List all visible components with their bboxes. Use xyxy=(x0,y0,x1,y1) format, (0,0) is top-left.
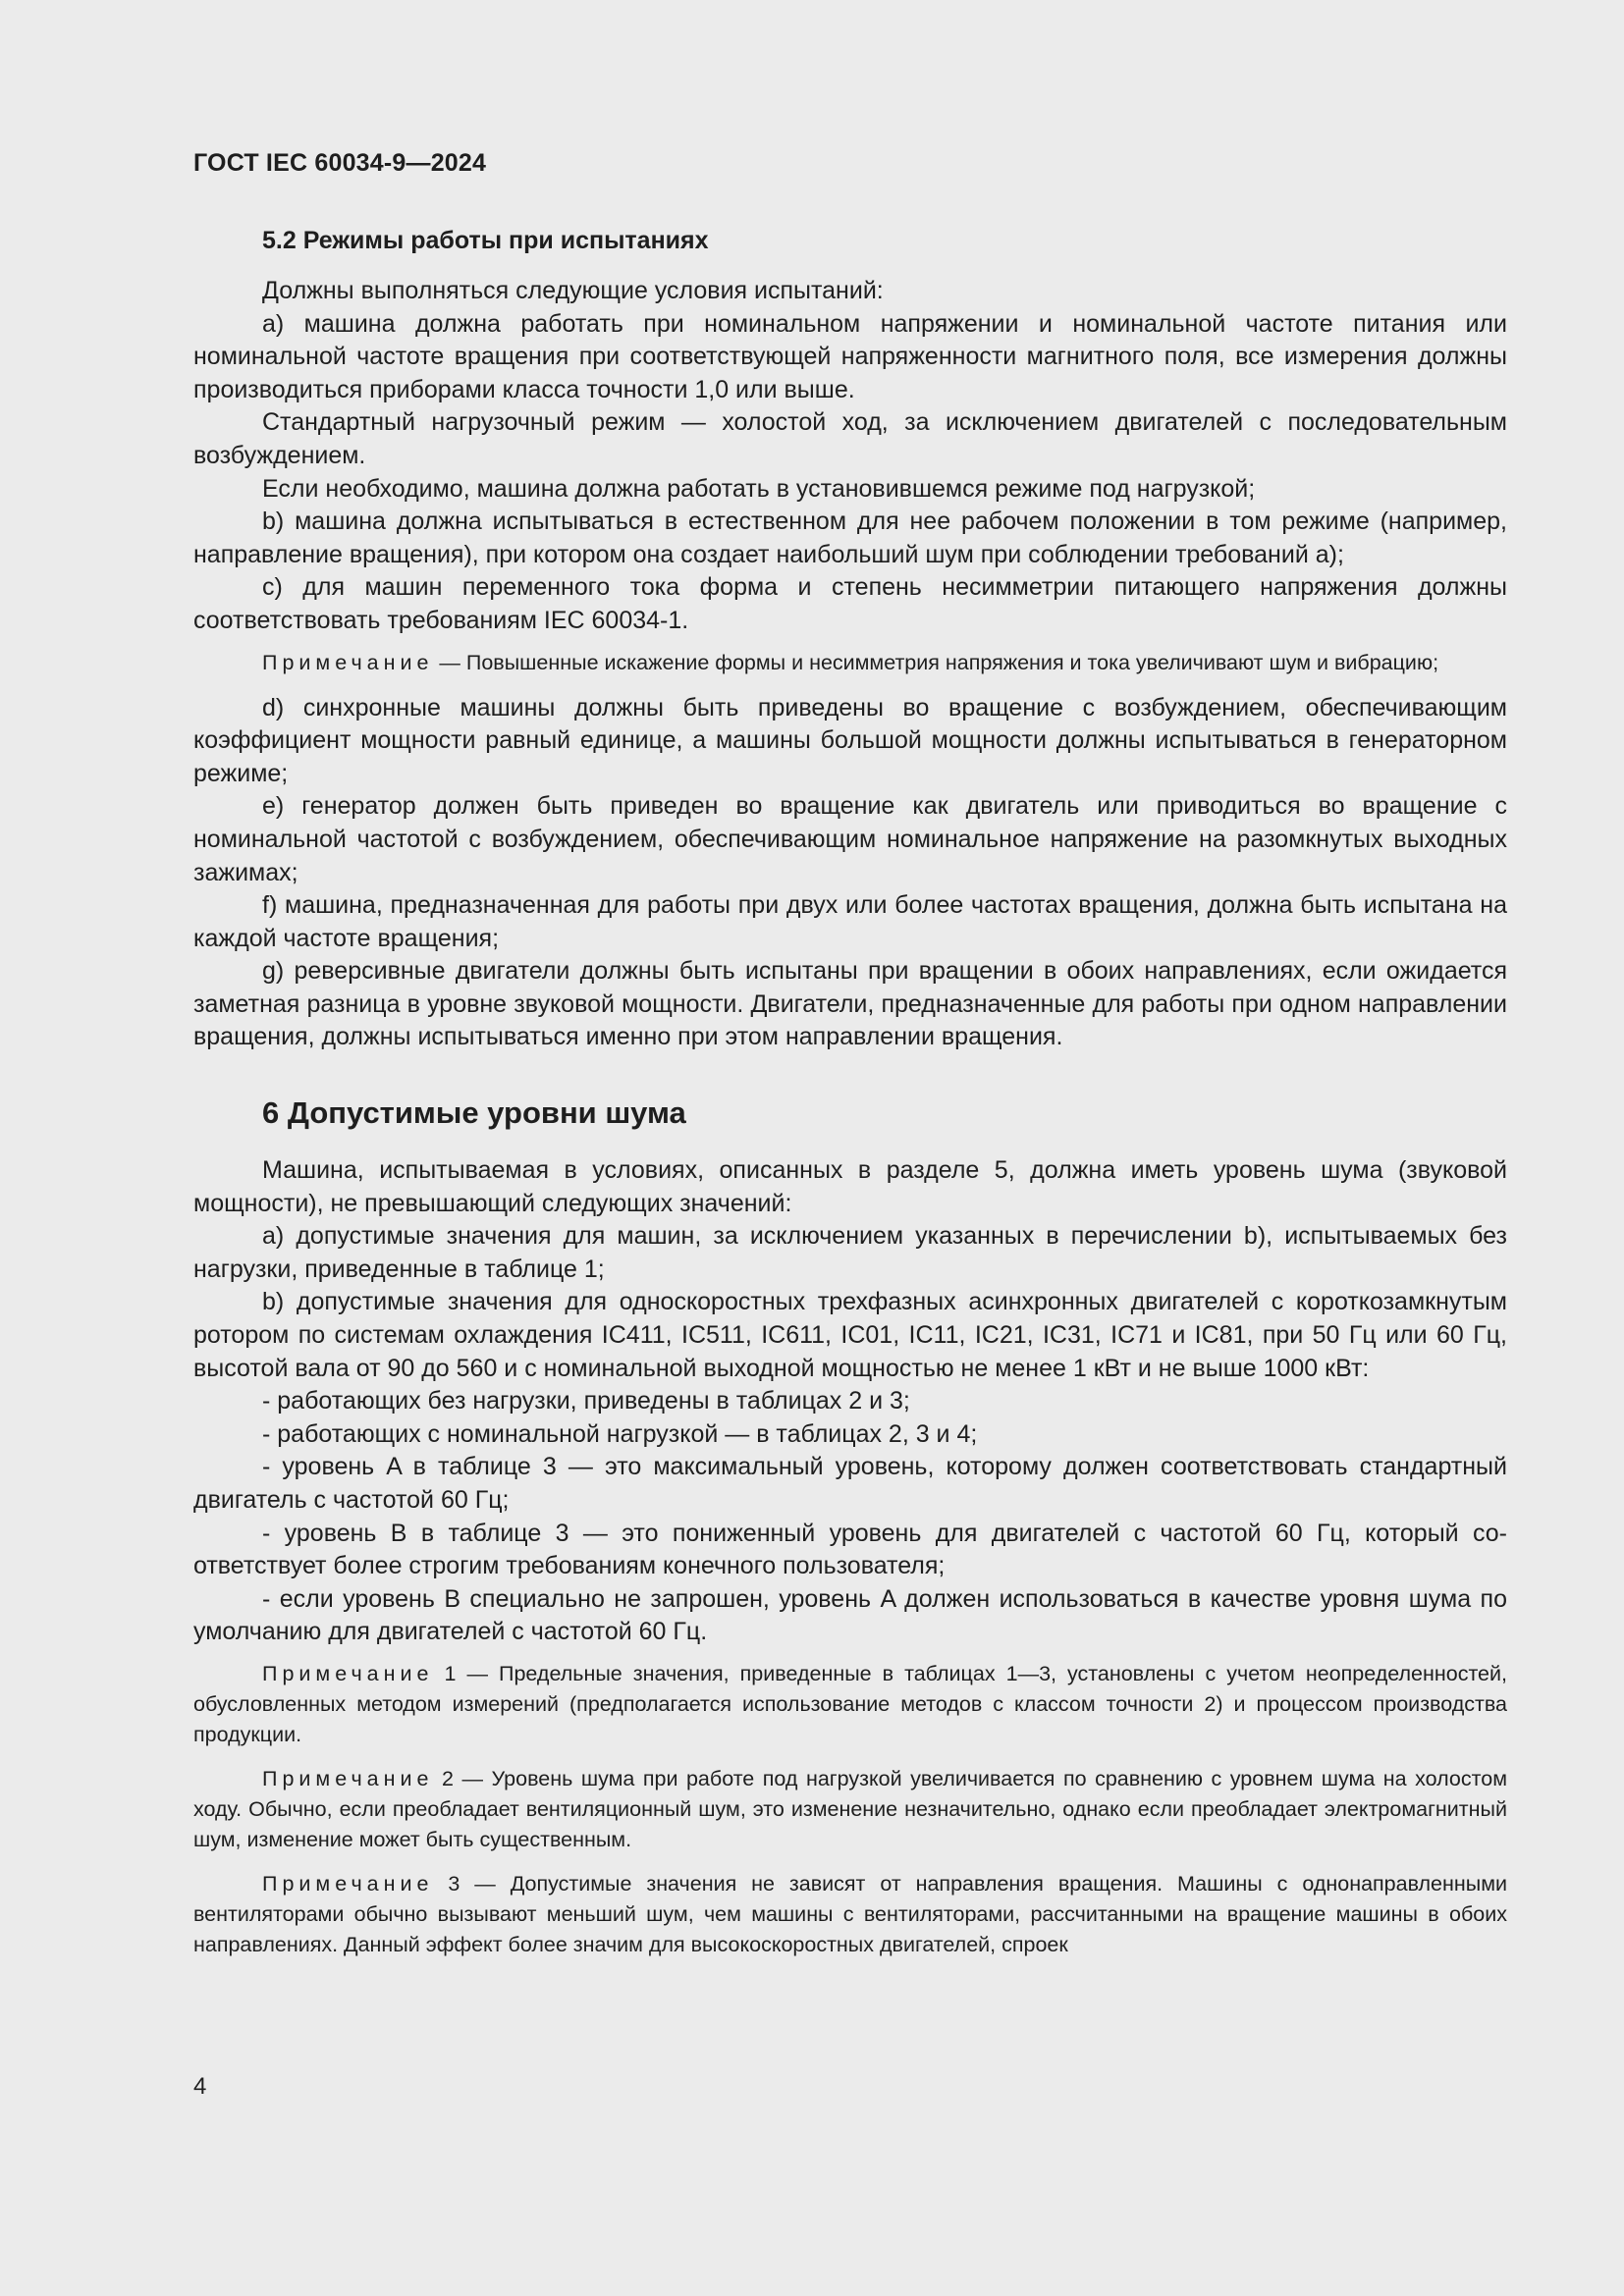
note-label: Примечание xyxy=(262,650,434,674)
list-item-a: a) машина должна работать при номинальном напряжении и номинальной частоте питания или номинальной частоте вращения при соответствующей напряженности магнитного поля, все измерения должны производиться приборами класса точности 1,0 или выше. xyxy=(193,309,1507,403)
note-text: — Повышенные искажение формы и несимметрия напряжения и тока увеличивают шум и вибрацию; xyxy=(433,650,1439,674)
document-header: ГОСТ IEC 60034-9—2024 xyxy=(193,149,487,177)
list-item-c: c) для машин переменного тока форма и степень несимметрии питающего напряжения должны соответствовать требованиям IEC 60034-1. xyxy=(193,573,1507,634)
list-item-b: b) машина должна испытываться в естественном для нее рабочем положении в том режиме (например, направление вращения), при котором она создает наибольший шум при соблюдении требований a); xyxy=(193,507,1507,568)
note-label: Примечание xyxy=(262,1766,434,1790)
note xyxy=(193,648,1507,678)
note-2 xyxy=(193,1764,1507,1855)
list-item-b: b) допустимые значения для односкоростных трехфазных асинхронных двигателей с короткозамкнутым ротором по системам охлаждения IC411, IC511, IC611, IC01, IC11, IC21, IC31, IC71 и IC81, при 50 Гц или 60 Гц, высотой вала от 90 до 560 и с номинальной выходной мощностью не менее 1 кВт и не выше 1000 кВт: xyxy=(193,1288,1507,1382)
list-item-f: f) машина, предназначенная для работы при двух или более частотах вращения, должна быть испытана на каждой частоте вращения; xyxy=(193,891,1507,952)
note-text: 1 — Предельные значения, приведенные в таблицах 1—3, установлены с учетом неопределенностей, обусловленных методом измерений (предполагается использование методов с классом точности 2) и процессом производства продукции. xyxy=(193,1661,1507,1746)
section-5-2-title: 5.2 Режимы работы при испытаниях xyxy=(262,227,709,254)
note-3 xyxy=(193,1869,1507,1960)
paragraph: Если необходимо, машина должна работать в установившемся режиме под нагрузкой; xyxy=(262,474,1256,503)
note-1 xyxy=(193,1659,1507,1750)
paragraph: Машина, испытываемая в условиях, описанных в разделе 5, должна иметь уровень шума (звуковой мощности), не превышающий следующих значений: xyxy=(193,1156,1507,1217)
note-text: 2 — Уровень шума при работе под нагрузкой увеличивается по сравнению с уровнем шума на холостом ходу. Обычно, если преобладает вентиляционный шум, это изменение незначительно, однако если преобладает электромагнитный шум, изменение может быть существенным. xyxy=(193,1766,1507,1851)
dash-item: - работающих без нагрузки, приведены в таблицах 2 и 3; xyxy=(262,1387,910,1415)
page-body xyxy=(193,222,1507,1974)
list-item-d: d) синхронные машины должны быть приведены во вращение с возбуждением, обеспечивающим коэффициент мощности равный единице, а машины большой мощности должны испытываться в генераторном режиме; xyxy=(193,693,1507,787)
dash-item: - работающих с номинальной нагрузкой — в таблицах 2, 3 и 4; xyxy=(262,1419,978,1448)
paragraph: Стандартный нагрузочный режим — холостой ход, за исключением двигателей с последовательным возбуждением. xyxy=(193,408,1507,469)
dash-item: - уровень B в таблице 3 — это пониженный уровень для двигателей с частотой 60 Гц, который соответствует более строгим требованиям конечного пользователя; xyxy=(193,1519,1507,1580)
dash-item: - уровень A в таблице 3 — это максимальный уровень, которому должен соответствовать стандартный двигатель с частотой 60 Гц; xyxy=(193,1453,1507,1514)
dash-item: - если уровень B специально не запрошен, уровень A должен использоваться в качестве уровня шума по умолчанию для двигателей с частотой 60 Гц. xyxy=(193,1584,1507,1646)
list-item-g: g) реверсивные двигатели должны быть испытаны при вращении в обоих направлениях, если ожидается заметная разница в уровне звуковой мощности. Двигатели, предназначенные для работы при одном направлении вращения, должны испытываться именно при этом направлении вращения. xyxy=(193,957,1507,1051)
list-item-e: e) генератор должен быть приведен во вращение как двигатель или приводиться во вращение с номинальной частотой с возбуждением, обеспечивающим номинальное напряжение на разомкнутых выходных зажимах; xyxy=(193,792,1507,886)
paragraph: Должны выполняться следующие условия испытаний: xyxy=(262,277,884,304)
note-label: Примечание xyxy=(262,1661,434,1685)
page-number: 4 xyxy=(193,2073,207,2100)
note-label: Примечание xyxy=(262,1871,434,1896)
list-item-a: a) допустимые значения для машин, за исключением указанных в перечислении b), испытываемых без нагрузки, приведенные в таблице 1; xyxy=(193,1222,1507,1283)
note-text: 3 — Допустимые значения не зависят от направления вращения. Машины с однонаправленными вентиляторами обычно вызывают меньший шум, чем машины с вентиляторами, рассчитанными на вращение машины в обоих направлениях. Данный эффект более значим для высокоскоростных двигателей, спроек xyxy=(193,1871,1507,1956)
section-6-title: 6 Допустимые уровни шума xyxy=(262,1095,686,1131)
